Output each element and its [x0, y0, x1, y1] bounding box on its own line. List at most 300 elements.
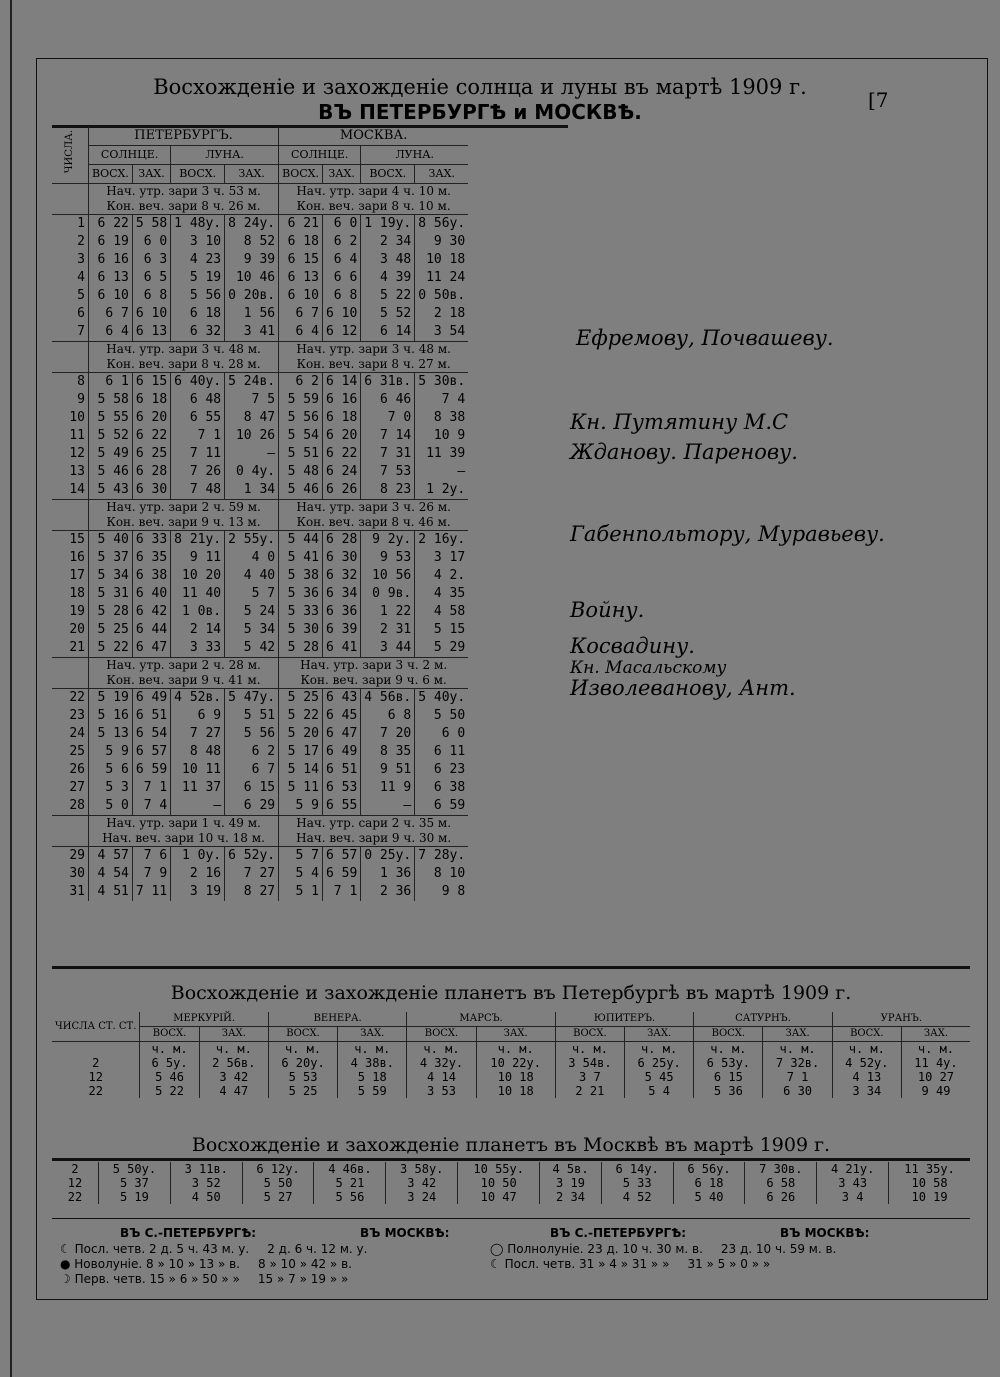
time-cell: 4 52у.	[832, 1056, 901, 1070]
dawn-text-spb: Кон. веч. зари 9 ч. 41 м.	[89, 673, 279, 689]
time-cell: 6 43	[322, 689, 360, 708]
time-cell: 5 31	[89, 585, 133, 603]
time-cell: 6 10	[132, 305, 170, 323]
time-cell: 6 13	[89, 269, 133, 287]
time-cell: 5 51	[279, 445, 323, 463]
time-cell: 3 17	[415, 549, 468, 567]
time-cell: 7 1	[763, 1070, 832, 1084]
time-cell: 5 58	[89, 391, 133, 409]
time-cell: 6 10	[89, 287, 133, 305]
phase-msk: 2 д. 6 ч. 12 м. у.	[267, 1242, 368, 1256]
time-cell: 9 49	[901, 1084, 970, 1098]
time-cell: 6 20у.	[268, 1056, 337, 1070]
time-cell: 6 53у.	[694, 1056, 763, 1070]
time-cell: 6 18	[171, 305, 225, 323]
time-cell: 10 58	[889, 1176, 970, 1190]
handwritten-note: Кн. Путятину М.С	[570, 410, 789, 434]
phase-row	[490, 1257, 836, 1272]
time-cell: —	[171, 797, 225, 816]
col-set: ЗАХ.	[415, 165, 468, 184]
time-cell: 4 52	[601, 1190, 673, 1204]
time-cell: 4 32у.	[407, 1056, 476, 1070]
time-cell: 7 26	[171, 463, 225, 481]
time-cell: 4 57	[89, 847, 133, 866]
time-cell: 11 4у.	[901, 1056, 970, 1070]
dawn-text-msk: Нач. утр. зари 4 ч. 10 м.	[279, 184, 469, 200]
table-row	[52, 233, 468, 251]
col-rise: ВОСХ.	[832, 1027, 901, 1042]
dawn-text-spb: Нач. утр. зари 1 ч. 49 м.	[89, 816, 279, 832]
time-cell: 5 59	[338, 1084, 407, 1098]
page-number: [7	[868, 88, 889, 112]
planets-spb-table	[52, 1012, 970, 1098]
day-cell: 20	[69, 622, 85, 637]
time-cell: 11 24	[415, 269, 468, 287]
time-cell: 6 5у.	[140, 1056, 199, 1070]
day-cell: 2	[71, 1162, 79, 1176]
time-cell: 2 36	[361, 883, 415, 901]
unit-label: ч. м.	[763, 1042, 832, 1057]
time-cell: 6 16	[89, 251, 133, 269]
time-cell: 4 56в.	[361, 689, 415, 708]
dawn-row	[52, 673, 468, 689]
day-cell: 21	[69, 640, 85, 655]
time-cell: 10 26	[225, 427, 279, 445]
planets-msk-title: Восхожденіе и захожденіе планетъ въ Москвѣ въ мартѣ 1909 г.	[191, 1134, 831, 1156]
table-row	[52, 1070, 970, 1084]
time-cell: 3 54в.	[555, 1056, 624, 1070]
time-cell: 5 58	[132, 215, 170, 234]
table-row	[52, 639, 468, 658]
time-cell: 6 47	[322, 725, 360, 743]
time-cell: 5 6	[89, 761, 133, 779]
time-cell: 6 38	[132, 567, 170, 585]
dawn-text-msk: Кон. веч. зари 9 ч. 6 м.	[279, 673, 469, 689]
time-cell: 6 28	[132, 463, 170, 481]
time-cell: 10 47	[458, 1190, 540, 1204]
time-cell: 7 4	[415, 391, 468, 409]
time-cell: 5 17	[279, 743, 323, 761]
day-cell: 8	[52, 373, 89, 392]
time-cell: 6 15	[694, 1070, 763, 1084]
day-cell: 22	[88, 1084, 103, 1098]
table-row	[52, 305, 468, 323]
table-row	[52, 549, 468, 567]
time-cell: 5 56	[171, 287, 225, 305]
time-cell: 4 23	[171, 251, 225, 269]
time-cell: 4 46в.	[314, 1162, 386, 1176]
time-cell: 3 11в.	[170, 1162, 242, 1176]
time-cell: 6 18	[132, 391, 170, 409]
phase-spb: ☾ Посл. четв. 31 » 4 » 31 » »	[490, 1257, 670, 1271]
handwritten-note: Изволеванову, Ант.	[570, 676, 796, 700]
time-cell: 6 51	[322, 761, 360, 779]
time-cell: 5 55	[89, 409, 133, 427]
time-cell: 6 13	[132, 323, 170, 342]
time-cell: 8 47	[225, 409, 279, 427]
time-cell: 6 2	[225, 743, 279, 761]
dawn-row	[52, 816, 468, 832]
table-row	[52, 269, 468, 287]
planets-spb-title: Восхожденіе и захожденіе планетъ въ Петербургѣ въ мартѣ 1909 г.	[170, 982, 852, 1004]
planet-name: ВЕНЕРА.	[268, 1012, 406, 1027]
dawn-text-msk: Кон. веч. зари 8 ч. 10 м.	[279, 199, 469, 215]
time-cell: 5 22	[89, 639, 133, 658]
time-cell: 5 16	[89, 707, 133, 725]
time-cell: 6 44	[132, 621, 170, 639]
dawn-text-spb: Кон. веч. зари 9 ч. 13 м.	[89, 515, 279, 531]
time-cell: 6 10	[279, 287, 323, 305]
time-cell: 6 47	[132, 639, 170, 658]
day-cell: 4	[77, 270, 85, 285]
phases-right-list	[490, 1242, 836, 1272]
time-cell: 10 19	[889, 1190, 970, 1204]
time-cell: 5 25	[89, 621, 133, 639]
time-cell: 5 40	[89, 531, 133, 550]
dawn-text-spb: Кон. веч. зари 8 ч. 26 м.	[89, 199, 279, 215]
day-cell: 12	[88, 1070, 103, 1084]
col-set: ЗАХ.	[338, 1027, 407, 1042]
col-set: ЗАХ.	[625, 1027, 694, 1042]
time-cell: 5 40	[673, 1190, 745, 1204]
dawn-row	[52, 500, 468, 516]
time-cell: 6 38	[415, 779, 468, 797]
section-divider	[52, 1218, 970, 1219]
day-cell: 26	[69, 762, 85, 777]
time-cell: 6 15	[225, 779, 279, 797]
handwritten-note: Войну.	[570, 598, 645, 622]
time-cell: 11 40	[171, 585, 225, 603]
table-row	[52, 215, 468, 234]
col-day-label: ЧИСЛА.	[64, 130, 75, 174]
col-rise: ВОСХ.	[279, 165, 323, 184]
day-cell: 14	[69, 482, 85, 497]
time-cell: 5 9	[89, 743, 133, 761]
time-cell: 5 49	[89, 445, 133, 463]
time-cell: 6 14	[322, 373, 360, 392]
time-cell: 6 46	[361, 391, 415, 409]
table-row	[52, 1190, 970, 1204]
time-cell: 6 6	[322, 269, 360, 287]
day-cell: 18	[69, 586, 85, 601]
col-set: ЗАХ.	[225, 165, 279, 184]
time-cell: 3 19	[540, 1176, 602, 1190]
table-row	[52, 797, 468, 816]
time-cell: 4 5в.	[540, 1162, 602, 1176]
day-cell: 11	[69, 428, 85, 443]
time-cell: 6 28	[322, 531, 360, 550]
phases-left-head-spb: ВЪ С.-ПЕТЕРБУРГѢ:	[120, 1226, 257, 1240]
time-cell: 1 2у.	[415, 481, 468, 500]
time-cell: 10 18	[476, 1070, 555, 1084]
day-cell: 12	[67, 1176, 83, 1190]
table-row	[52, 707, 468, 725]
time-cell: 3 34	[832, 1084, 901, 1098]
table-row	[52, 481, 468, 500]
planet-name: УРАНЪ.	[832, 1012, 970, 1027]
table-row	[52, 743, 468, 761]
time-cell: 10 56	[361, 567, 415, 585]
dawn-row	[52, 199, 468, 215]
time-cell: 6 45	[322, 707, 360, 725]
time-cell: 5 19	[99, 1190, 171, 1204]
time-cell: 10 20	[171, 567, 225, 585]
handwritten-note: Жданову. Паренову.	[570, 440, 798, 464]
time-cell: 6 59	[415, 797, 468, 816]
time-cell: 5 30в.	[415, 373, 468, 392]
table-row	[52, 621, 468, 639]
day-cell: 19	[69, 604, 85, 619]
time-cell: 5 41	[279, 549, 323, 567]
time-cell: 2 34	[540, 1190, 602, 1204]
time-cell: 5 21	[314, 1176, 386, 1190]
time-cell: 7 27	[171, 725, 225, 743]
sun-moon-table	[52, 127, 468, 901]
time-cell: 5 28	[89, 603, 133, 621]
time-cell: 4 35	[415, 585, 468, 603]
time-cell: 5 33	[601, 1176, 673, 1190]
time-cell: 5 11	[279, 779, 323, 797]
time-cell: 7 28у.	[415, 847, 468, 866]
time-cell: 7 31	[361, 445, 415, 463]
time-cell: 4 50	[170, 1190, 242, 1204]
time-cell: 8 56у.	[415, 215, 468, 234]
time-cell: 5 20	[279, 725, 323, 743]
time-cell: 6 33	[132, 531, 170, 550]
time-cell: 6 20	[322, 427, 360, 445]
time-cell: 6 13	[279, 269, 323, 287]
day-cell: 29	[52, 847, 89, 866]
time-cell: 2 34	[361, 233, 415, 251]
time-cell: 5 56	[225, 725, 279, 743]
col-rise: ВОСХ.	[361, 165, 415, 184]
time-cell: 6 26	[322, 481, 360, 500]
time-cell: 0 50в.	[415, 287, 468, 305]
time-cell: 6 26	[745, 1190, 817, 1204]
time-cell: 5 18	[338, 1070, 407, 1084]
time-cell: 2 16	[171, 865, 225, 883]
dawn-row	[52, 357, 468, 373]
time-cell: 7 5	[225, 391, 279, 409]
time-cell: 0 4у.	[225, 463, 279, 481]
table-row	[52, 1176, 970, 1190]
time-cell: 6 22	[322, 445, 360, 463]
time-cell: 5 22	[361, 287, 415, 305]
time-cell: 5 56	[279, 409, 323, 427]
time-cell: —	[415, 463, 468, 481]
planets-msk-table	[52, 1162, 970, 1204]
time-cell: 7 53	[361, 463, 415, 481]
time-cell: 5 54	[279, 427, 323, 445]
time-cell: 6 24	[322, 463, 360, 481]
planets-day-label: ЧИСЛА СТ. СТ.	[52, 1012, 140, 1042]
table-row	[52, 567, 468, 585]
day-cell: 1	[52, 215, 89, 234]
time-cell: 3 42	[199, 1070, 268, 1084]
col-spb-moon: ЛУНА.	[171, 146, 279, 165]
day-cell: 9	[77, 392, 85, 407]
time-cell: 1 0у.	[171, 847, 225, 866]
page-title: Восхожденіе и захожденіе солнца и луны въ мартѣ 1909 г.	[153, 75, 807, 99]
time-cell: 2 31	[361, 621, 415, 639]
time-cell: 0 25у.	[361, 847, 415, 866]
col-spb-sun: СОЛНЦЕ.	[89, 146, 171, 165]
unit-row	[52, 1042, 970, 1057]
time-cell: 11 39	[415, 445, 468, 463]
time-cell: 6 3	[132, 251, 170, 269]
time-cell: 6 16	[322, 391, 360, 409]
day-cell: 24	[69, 726, 85, 741]
time-cell: 10 27	[901, 1070, 970, 1084]
section-divider	[52, 1158, 970, 1161]
table-row	[52, 865, 468, 883]
table-row	[52, 287, 468, 305]
table-row	[52, 463, 468, 481]
time-cell: 6 7	[279, 305, 323, 323]
time-cell: 6 0	[322, 215, 360, 234]
time-cell: 7 32в.	[763, 1056, 832, 1070]
time-cell: 5 28	[279, 639, 323, 658]
phase-msk: 23 д. 10 ч. 59 м. в.	[720, 1242, 837, 1256]
time-cell: 3 4	[817, 1190, 889, 1204]
time-cell: 5 59	[279, 391, 323, 409]
time-cell: 5 38	[279, 567, 323, 585]
time-cell: 9 51	[361, 761, 415, 779]
time-cell: 5 24в.	[225, 373, 279, 392]
time-cell: 5 22	[279, 707, 323, 725]
table-row	[52, 883, 468, 901]
time-cell: 9 8	[415, 883, 468, 901]
time-cell: 8 27	[225, 883, 279, 901]
time-cell: 6 9	[171, 707, 225, 725]
time-cell: 5 27	[242, 1190, 314, 1204]
time-cell: 6 30	[132, 481, 170, 500]
time-cell: 5 30	[279, 621, 323, 639]
dawn-text-msk: Кон. веч. зари 8 ч. 46 м.	[279, 515, 469, 531]
time-cell: 8 21у.	[171, 531, 225, 550]
time-cell: 5 46	[140, 1070, 199, 1084]
page-edge	[10, 0, 12, 1377]
phase-row	[60, 1257, 367, 1272]
time-cell: 5 50у.	[99, 1162, 171, 1176]
handwritten-note: Косвадину.	[570, 634, 695, 658]
time-cell: 4 14	[407, 1070, 476, 1084]
phases-left-list	[60, 1242, 367, 1287]
day-cell: 2	[77, 234, 85, 249]
table-row	[52, 1162, 970, 1176]
dawn-text-msk: Нач. утр. сари 2 ч. 35 м.	[279, 816, 469, 832]
time-cell: 2 14	[171, 621, 225, 639]
time-cell: 5 19	[89, 689, 133, 708]
dawn-row	[52, 342, 468, 358]
col-msk-sun: СОЛНЦЕ.	[279, 146, 361, 165]
time-cell: 3 24	[386, 1190, 458, 1204]
time-cell: 5 25	[268, 1084, 337, 1098]
time-cell: 4 52в.	[171, 689, 225, 708]
day-cell: 22	[67, 1190, 83, 1204]
time-cell: 5 1	[279, 883, 323, 901]
planet-name: МАРСЪ.	[407, 1012, 555, 1027]
col-set: ЗАХ.	[132, 165, 170, 184]
table-row	[52, 445, 468, 463]
time-cell: 6 15	[279, 251, 323, 269]
time-cell: 1 48у.	[171, 215, 225, 234]
time-cell: 5 33	[279, 603, 323, 621]
time-cell: 6 35	[132, 549, 170, 567]
time-cell: 4 2.	[415, 567, 468, 585]
time-cell: 1 22	[361, 603, 415, 621]
time-cell: 1 0в.	[171, 603, 225, 621]
time-cell: 6 58	[745, 1176, 817, 1190]
time-cell: 5 15	[415, 621, 468, 639]
time-cell: 6 2	[279, 373, 323, 392]
page-subtitle: ВЪ ПЕТЕРБУРГѢ и МОСКВѢ.	[318, 100, 642, 124]
day-cell: 3	[77, 252, 85, 267]
col-rise: ВОСХ.	[140, 1027, 199, 1042]
unit-label: ч. м.	[625, 1042, 694, 1057]
day-cell: 6	[77, 306, 85, 321]
handwritten-note: Ефремову, Почвашеву.	[576, 326, 834, 350]
col-set: ЗАХ.	[476, 1027, 555, 1042]
table-row	[52, 761, 468, 779]
time-cell: 5 13	[89, 725, 133, 743]
time-cell: 4 47	[199, 1084, 268, 1098]
time-cell: 6 4	[89, 323, 133, 342]
day-cell: 13	[69, 464, 85, 479]
time-cell: 3 19	[171, 883, 225, 901]
time-cell: 5 42	[225, 639, 279, 658]
table-row	[52, 251, 468, 269]
unit-label: ч. м.	[694, 1042, 763, 1057]
table-row	[52, 531, 468, 550]
time-cell: 7 20	[361, 725, 415, 743]
time-cell: 7 11	[171, 445, 225, 463]
col-rise: ВОСХ.	[171, 165, 225, 184]
time-cell: 5 34	[225, 621, 279, 639]
time-cell: —	[225, 445, 279, 463]
unit-label: ч. м.	[268, 1042, 337, 1057]
day-cell: 30	[69, 866, 85, 881]
dawn-text-msk: Нач. утр. зари 3 ч. 48 м.	[279, 342, 469, 358]
time-cell: 7 11	[132, 883, 170, 901]
time-cell: 3 53	[407, 1084, 476, 1098]
day-cell: 22	[52, 689, 89, 708]
time-cell: 6 32	[171, 323, 225, 342]
time-cell: 11 37	[171, 779, 225, 797]
time-cell: 6 4	[322, 251, 360, 269]
dawn-text-msk: Нач. утр. зари 3 ч. 26 м.	[279, 500, 469, 516]
time-cell: 9 30	[415, 233, 468, 251]
time-cell: 7 6	[132, 847, 170, 866]
time-cell: —	[361, 797, 415, 816]
time-cell: 6 30	[322, 549, 360, 567]
time-cell: 4 54	[89, 865, 133, 883]
time-cell: 8 10	[415, 865, 468, 883]
dawn-text-spb: Нач. утр. зари 2 ч. 28 м.	[89, 658, 279, 674]
dawn-text-spb: Нач. утр. зари 2 ч. 59 м.	[89, 500, 279, 516]
time-cell: 1 36	[361, 865, 415, 883]
time-cell: 7 1	[171, 427, 225, 445]
col-msk-label: МОСКВА.	[279, 127, 469, 146]
time-cell: 1 56	[225, 305, 279, 323]
time-cell: 3 7	[555, 1070, 624, 1084]
time-cell: 4 51	[89, 883, 133, 901]
time-cell: 5 48	[279, 463, 323, 481]
time-cell: 6 10	[322, 305, 360, 323]
time-cell: 2 16у.	[415, 531, 468, 550]
time-cell: 7 0	[361, 409, 415, 427]
time-cell: 3 54	[415, 323, 468, 342]
